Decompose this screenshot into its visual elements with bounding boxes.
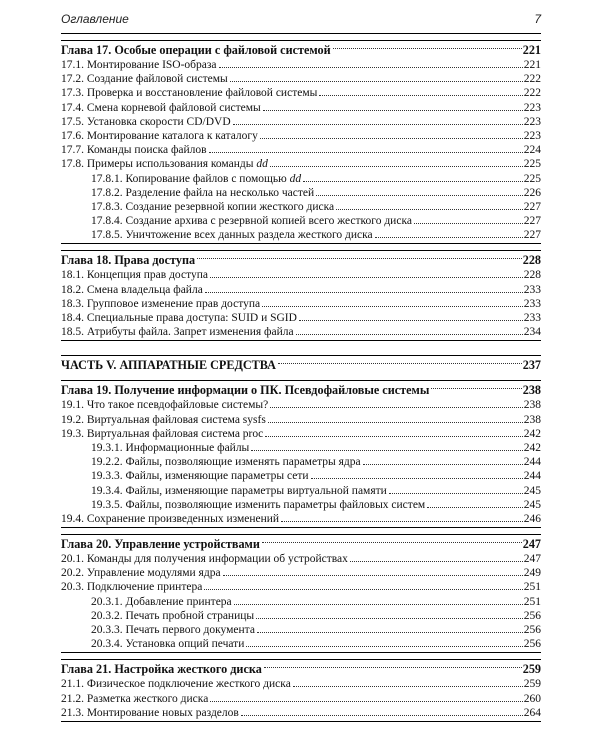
toc-entry[interactable] (61, 428, 541, 442)
header-title: Оглавление (61, 12, 129, 26)
toc-entry[interactable] (61, 707, 541, 721)
heading-title: Глава 20. Управление устройствами (61, 536, 260, 551)
dot-leader (414, 223, 523, 224)
page-number: 242 (523, 441, 541, 454)
entry-title (61, 312, 297, 324)
dot-leader (278, 363, 522, 364)
dot-leader (210, 277, 523, 278)
page-number: 227 (523, 200, 541, 213)
toc-entry[interactable] (61, 73, 541, 87)
toc-subentry[interactable] (61, 499, 541, 513)
entry-title (61, 59, 217, 71)
page-number: 242 (523, 427, 541, 440)
entry-title (61, 130, 258, 142)
entry-label: 20.2. Управление модулями ядра (61, 567, 221, 580)
dot-leader (293, 686, 523, 687)
page-number: 259 (522, 661, 541, 676)
entry-label: 20.3.4. Установка опций печати (91, 638, 245, 651)
dot-leader (210, 701, 522, 702)
chapter-block (61, 40, 541, 244)
dot-leader (363, 464, 523, 465)
dot-leader (265, 436, 523, 437)
entry-title (61, 596, 232, 608)
entry-title (61, 144, 207, 156)
entry-title (61, 298, 260, 310)
page-number: 234 (523, 326, 541, 339)
toc-entry[interactable] (61, 414, 541, 428)
entry-label: 19.3. Виртуальная файловая система proc (61, 427, 264, 440)
entry-label: 17.8.3. Создание резервной копии жесткого диска (91, 200, 335, 213)
toc-subentry[interactable] (61, 610, 541, 624)
toc-subentry[interactable] (61, 187, 541, 201)
dot-leader (256, 618, 523, 619)
chapter-block (61, 534, 541, 653)
entry-label: 20.1. Команды для получения информации об устройствах (61, 553, 348, 566)
toc-entry[interactable] (61, 269, 541, 283)
entry-label: 19.2.2. Файлы, позволяющие изменять параметры ядра (91, 456, 361, 469)
page-number: 233 (523, 283, 541, 296)
dot-leader (299, 320, 523, 321)
toc-entry[interactable] (61, 553, 541, 567)
part-block (61, 355, 541, 374)
dot-leader (233, 124, 523, 125)
entry-label: 21.3. Монтирование новых разделов (61, 706, 239, 719)
dot-leader (336, 209, 523, 210)
entry-label: 19.3.5. Файлы, позволяющие изменить параметры файловых систем (91, 498, 426, 511)
entry-title (61, 158, 268, 170)
page-number: 238 (522, 382, 541, 397)
page-number: 223 (523, 115, 541, 128)
page-number: 247 (522, 536, 541, 551)
page-number: 251 (523, 581, 541, 594)
entry-label: 17.2. Создание файловой системы (61, 73, 228, 86)
dot-leader (333, 48, 522, 49)
page-number: 225 (523, 158, 541, 171)
dot-leader (268, 422, 523, 423)
running-header (61, 9, 541, 34)
toc-subentry[interactable] (61, 229, 541, 243)
entry-command: dd (289, 172, 302, 185)
toc-entry[interactable] (61, 693, 541, 707)
chapter-heading[interactable] (61, 251, 541, 269)
heading-title: Глава 21. Настройка жесткого диска (61, 661, 262, 676)
part-heading[interactable] (61, 356, 541, 374)
chapter-block (61, 659, 541, 722)
dot-leader (427, 507, 523, 508)
page-number: 223 (523, 101, 541, 114)
toc-entry[interactable] (61, 326, 541, 340)
dot-leader (260, 138, 523, 139)
dot-leader (197, 258, 522, 259)
entry-label: 17.3. Проверка и восстановление файловой системы (61, 87, 318, 100)
entry-label: 18.2. Смена владельца файла (61, 283, 203, 296)
entry-label: 18.3. Групповое изменение прав доступа (61, 297, 261, 310)
entry-title (61, 326, 294, 338)
dot-leader (241, 715, 523, 716)
toc-entry[interactable] (61, 284, 541, 298)
entry-title (61, 553, 348, 565)
toc-entry[interactable] (61, 399, 541, 413)
entry-label: 19.3.1. Информационные файлы (91, 441, 250, 454)
entry-title (61, 581, 202, 593)
entry-title (61, 442, 249, 454)
entry-title (61, 638, 244, 650)
chapter-block (61, 380, 541, 528)
toc-entry[interactable] (61, 158, 541, 172)
page-number: 227 (523, 215, 541, 228)
entry-title (61, 187, 314, 199)
dot-leader (205, 292, 523, 293)
dot-leader (270, 166, 523, 167)
entry-label: 19.2. Виртуальная файловая система sysfs (61, 413, 266, 426)
chapter-heading[interactable] (61, 41, 541, 59)
entry-label: 19.4. Сохранение произведенных изменений (61, 512, 280, 525)
entry-title (61, 173, 301, 185)
heading-title: Глава 19. Получение информации о ПК. Псевдофайловые системы (61, 382, 430, 397)
entry-label: 19.3.4. Файлы, изменяющие параметры виртуальной памяти (91, 484, 387, 497)
dot-leader (303, 181, 523, 182)
entry-title (61, 73, 228, 85)
entry-label: 17.7. Команды поиска файлов (61, 144, 207, 157)
entry-title (61, 610, 254, 622)
dot-leader (350, 561, 523, 562)
entry-title (61, 414, 266, 426)
entry-label: 21.2. Разметка жесткого диска (61, 692, 209, 705)
entry-title (61, 428, 263, 440)
entry-label: 17.8.1. Копирование файлов с помощью (91, 172, 290, 185)
dot-leader (257, 632, 523, 633)
page-number: 256 (523, 609, 541, 622)
toc-entry[interactable] (61, 116, 541, 130)
heading-title: Глава 17. Особые операции с файловой системой (61, 42, 331, 57)
table-of-contents (61, 40, 541, 728)
dot-leader (296, 334, 523, 335)
entry-label: 17.5. Установка скорости CD/DVD (61, 115, 231, 128)
dot-leader (264, 667, 522, 668)
dot-leader (263, 110, 523, 111)
entry-title (61, 624, 255, 636)
page-number: 222 (523, 73, 541, 86)
toc-entry[interactable] (61, 513, 541, 527)
page-number: 222 (523, 87, 541, 100)
entry-title (61, 513, 279, 525)
page-number: 237 (522, 357, 541, 372)
dot-leader (209, 152, 523, 153)
toc-subentry[interactable] (61, 596, 541, 610)
dot-leader (311, 478, 523, 479)
entry-label: 17.6. Монтирование каталога к каталогу (61, 129, 258, 142)
page-number: 245 (523, 498, 541, 511)
heading-title: Глава 18. Права доступа (61, 252, 196, 267)
entry-label: 17.1. Монтирование ISO-образа (61, 59, 217, 71)
entry-command: dd (256, 158, 268, 171)
entry-title (61, 229, 373, 241)
chapter-heading[interactable] (61, 381, 541, 399)
toc-subentry[interactable] (61, 456, 541, 470)
dot-leader (431, 388, 521, 389)
toc-entry[interactable] (61, 102, 541, 116)
page-number: 223 (523, 129, 541, 142)
dot-leader (223, 575, 523, 576)
page-number: 238 (523, 399, 541, 412)
entry-label: 19.3.3. Файлы, изменяющие параметры сети (91, 470, 309, 483)
toc-entry[interactable] (61, 59, 541, 73)
entry-label: 20.3.2. Печать пробной страницы (91, 609, 255, 622)
page-number: 259 (523, 678, 541, 691)
entry-label: 18.5. Атрибуты файла. Запрет изменения файла (61, 326, 294, 339)
entry-label: 17.8.5. Уничтожение всех данных раздела жесткого диска (91, 229, 373, 242)
dot-leader (270, 407, 523, 408)
page-number: 226 (523, 186, 541, 199)
dot-leader (316, 195, 523, 196)
page-number: 245 (523, 484, 541, 497)
dot-leader (375, 237, 523, 238)
entry-title (61, 215, 412, 227)
entry-title (61, 693, 208, 705)
entry-label: 17.4. Смена корневой файловой системы (61, 101, 261, 114)
entry-title (61, 269, 208, 281)
toc-entry[interactable] (61, 87, 541, 101)
entry-title (61, 678, 291, 690)
dot-leader (262, 306, 523, 307)
entry-label: 20.3.3. Печать первого документа (91, 624, 255, 636)
toc-subentry[interactable] (61, 201, 541, 215)
page-number: 246 (523, 512, 541, 525)
page-number: 238 (523, 413, 541, 426)
entry-label: 18.1. Концепция прав доступа (61, 269, 208, 282)
page-number: 256 (523, 624, 541, 636)
toc-subentry[interactable] (61, 624, 541, 638)
dot-leader (204, 589, 522, 590)
page-number: 228 (523, 269, 541, 282)
chapter-heading[interactable] (61, 660, 541, 678)
entry-title (61, 707, 239, 719)
toc-entry[interactable] (61, 581, 541, 595)
entry-title (61, 456, 361, 468)
chapter-heading[interactable] (61, 535, 541, 553)
toc-entry[interactable] (61, 567, 541, 581)
entry-title (61, 102, 261, 114)
header-page-number: 7 (534, 12, 541, 26)
toc-entry[interactable] (61, 130, 541, 144)
entry-title (61, 284, 203, 296)
page-number: 244 (523, 470, 541, 483)
toc-entry[interactable] (61, 298, 541, 312)
page-number: 247 (523, 553, 541, 566)
toc-subentry[interactable] (61, 485, 541, 499)
entry-title (61, 201, 334, 213)
page-number: 221 (523, 59, 541, 71)
toc-subentry[interactable] (61, 442, 541, 456)
page-number: 233 (523, 312, 541, 324)
entry-label: 19.1. Что такое псевдофайловые системы? (61, 399, 269, 412)
page-number: 244 (523, 456, 541, 469)
page-number: 225 (523, 172, 541, 185)
entry-label: 17.8.2. Разделение файла на несколько частей (91, 186, 315, 199)
toc-subentry[interactable] (61, 173, 541, 187)
entry-title (61, 87, 317, 99)
page-number: 221 (522, 42, 541, 57)
dot-leader (234, 604, 523, 605)
dot-leader (389, 493, 523, 494)
entry-title (61, 567, 221, 579)
dot-leader (246, 646, 522, 647)
heading-title: ЧАСТЬ V. АППАРАТНЫЕ СРЕДСТВА (61, 357, 276, 372)
page-number: 264 (523, 706, 541, 719)
entry-title (61, 499, 425, 511)
page-number: 260 (523, 692, 541, 705)
page-number: 227 (523, 229, 541, 242)
dot-leader (219, 67, 523, 68)
page-number: 256 (523, 638, 541, 651)
page-number: 228 (522, 252, 541, 267)
toc-subentry[interactable] (61, 215, 541, 229)
entry-title (61, 399, 268, 411)
chapter-block (61, 250, 541, 341)
entry-label: 17.8. Примеры использования команды (61, 158, 257, 171)
dot-leader (230, 81, 523, 82)
entry-title (61, 485, 387, 497)
toc-entry[interactable] (61, 312, 541, 326)
page-number: 249 (523, 567, 541, 580)
dot-leader (281, 521, 523, 522)
dot-leader (262, 542, 522, 543)
entry-label: 20.3. Подключение принтера (61, 581, 203, 594)
dot-leader (251, 450, 522, 451)
page-number: 224 (523, 144, 541, 157)
entry-label: 18.4. Специальные права доступа: SUID и SGID (61, 312, 297, 324)
page-number: 251 (523, 595, 541, 608)
toc-entry[interactable] (61, 144, 541, 158)
entry-label: 17.8.4. Создание архива с резервной копией всего жесткого диска (91, 215, 412, 228)
toc-entry[interactable] (61, 678, 541, 692)
toc-subentry[interactable] (61, 470, 541, 484)
entry-title (61, 470, 309, 482)
entry-label: 21.1. Физическое подключение жесткого диска (61, 678, 291, 691)
toc-subentry[interactable] (61, 638, 541, 652)
dot-leader (319, 95, 522, 96)
page-number: 233 (523, 297, 541, 310)
entry-label: 20.3.1. Добавление принтера (91, 595, 232, 608)
entry-title (61, 116, 231, 128)
